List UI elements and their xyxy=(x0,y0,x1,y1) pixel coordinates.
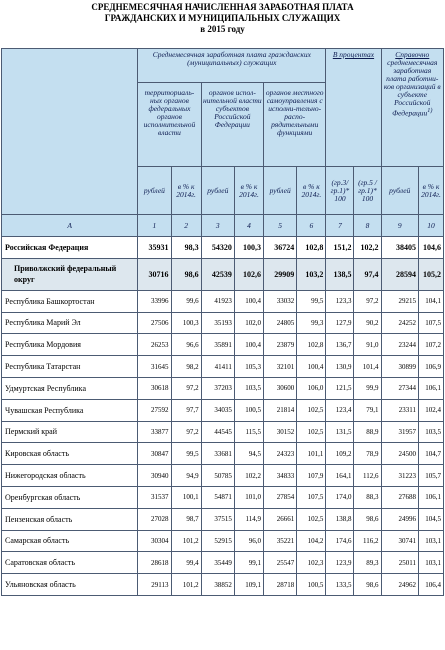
table-cell: 35931 xyxy=(138,237,171,259)
table-cell: 24962 xyxy=(381,574,418,596)
table-cell: 30940 xyxy=(138,465,171,487)
table-cell: 151,2 xyxy=(326,237,354,259)
table-cell: 97,7 xyxy=(171,399,201,421)
table-cell: 35891 xyxy=(201,334,234,356)
table-cell: 121,5 xyxy=(326,377,354,399)
table-cell: 164,1 xyxy=(326,465,354,487)
table-cell: 30152 xyxy=(264,421,297,443)
table-cell: 104,2 xyxy=(297,530,326,552)
header-sub-federal: территориаль-ных органов федеральных органов исполнительной власти xyxy=(138,83,201,167)
table-cell: 97,2 xyxy=(354,290,381,312)
header-reference xyxy=(381,49,443,167)
table-cell: 101,1 xyxy=(297,443,326,465)
table-cell: 103,1 xyxy=(418,530,443,552)
table-cell: 33877 xyxy=(138,421,171,443)
table-cell: 98,6 xyxy=(354,574,381,596)
table-cell: 114,9 xyxy=(234,508,263,530)
table-cell: 138,8 xyxy=(326,508,354,530)
table-cell: 98,7 xyxy=(171,508,201,530)
table-cell: 106,4 xyxy=(418,574,443,596)
table-cell: 33681 xyxy=(201,443,234,465)
region-name: Кировская область xyxy=(2,443,138,465)
region-name: Нижегородская область xyxy=(2,465,138,487)
table-cell: 31645 xyxy=(138,356,171,378)
table-cell: 101,0 xyxy=(234,486,263,508)
header-unit: рублей xyxy=(264,167,297,215)
table-cell: 97,2 xyxy=(171,421,201,443)
table-cell: 24805 xyxy=(264,312,297,334)
table-cell: 102,2 xyxy=(234,465,263,487)
table-row xyxy=(2,356,444,378)
table-cell: 97,2 xyxy=(171,377,201,399)
table-cell: 25547 xyxy=(264,552,297,574)
table-cell: 98,6 xyxy=(171,258,201,290)
column-number: 10 xyxy=(418,215,443,237)
table-cell: 100,5 xyxy=(297,574,326,596)
header-percent xyxy=(326,49,381,167)
table-cell: 107,2 xyxy=(418,334,443,356)
column-number: А xyxy=(2,215,138,237)
region-name: Оренбургская область xyxy=(2,486,138,508)
table-row xyxy=(2,399,444,421)
table-cell: 30847 xyxy=(138,443,171,465)
header-unit: в % к 2014г. xyxy=(418,167,443,215)
table-cell: 36724 xyxy=(264,237,297,259)
table-cell: 33996 xyxy=(138,290,171,312)
table-cell: 96,6 xyxy=(171,334,201,356)
region-name: Пермский край xyxy=(2,421,138,443)
table-cell: 98,2 xyxy=(171,356,201,378)
table-cell: 102,6 xyxy=(234,258,263,290)
table-cell: 42539 xyxy=(201,258,234,290)
table-cell: 78,9 xyxy=(354,443,381,465)
header-sub-municipal: органов местного самоуправления с исполни-тельно-распо-рядительными функциями xyxy=(264,83,326,167)
table-cell: 44545 xyxy=(201,421,234,443)
region-name: Республика Марий Эл xyxy=(2,312,138,334)
table-cell: 102,0 xyxy=(234,312,263,334)
table-cell: 105,3 xyxy=(234,356,263,378)
table-cell: 89,3 xyxy=(354,552,381,574)
table-cell: 29215 xyxy=(381,290,418,312)
table-cell: 30741 xyxy=(381,530,418,552)
table-cell: 107,5 xyxy=(297,486,326,508)
table-cell: 30304 xyxy=(138,530,171,552)
table-cell: 34833 xyxy=(264,465,297,487)
table-cell: 37203 xyxy=(201,377,234,399)
table-cell: 97,4 xyxy=(354,258,381,290)
header-unit: в % к 2014г. xyxy=(297,167,326,215)
table-cell: 27344 xyxy=(381,377,418,399)
table-row xyxy=(2,508,444,530)
table-cell: 91,0 xyxy=(354,334,381,356)
table-cell: 116,2 xyxy=(354,530,381,552)
header-corner xyxy=(2,49,138,215)
table-cell: 102,5 xyxy=(297,399,326,421)
table-cell: 107,5 xyxy=(418,312,443,334)
table-cell: 88,9 xyxy=(354,421,381,443)
table-cell: 88,3 xyxy=(354,486,381,508)
table-cell: 25011 xyxy=(381,552,418,574)
region-name: Чувашская Республика xyxy=(2,399,138,421)
table-cell: 99,5 xyxy=(171,443,201,465)
table-cell: 26661 xyxy=(264,508,297,530)
table-cell: 103,5 xyxy=(234,377,263,399)
table-cell: 54320 xyxy=(201,237,234,259)
table-cell: 102,3 xyxy=(297,552,326,574)
table-cell: 104,7 xyxy=(418,443,443,465)
table-cell: 32101 xyxy=(264,356,297,378)
table-cell: 98,6 xyxy=(354,508,381,530)
title-line-1: СРЕДНЕМЕСЯЧНАЯ НАЧИСЛЕННАЯ ЗАРАБОТНАЯ ПЛАТА xyxy=(91,2,354,12)
table-cell: 105,2 xyxy=(418,258,443,290)
table-cell: 136,7 xyxy=(326,334,354,356)
table-cell: 27592 xyxy=(138,399,171,421)
region-name: Республика Татарстан xyxy=(2,356,138,378)
table-cell: 100,4 xyxy=(297,356,326,378)
column-number: 2 xyxy=(171,215,201,237)
column-number: 3 xyxy=(201,215,234,237)
region-name: Саратовская область xyxy=(2,552,138,574)
salary-table xyxy=(1,48,444,596)
table-cell: 35221 xyxy=(264,530,297,552)
table-cell: 28618 xyxy=(138,552,171,574)
table-cell: 100,4 xyxy=(234,290,263,312)
table-cell: 99,3 xyxy=(297,312,326,334)
table-cell: 41923 xyxy=(201,290,234,312)
table-cell: 30716 xyxy=(138,258,171,290)
table-cell: 35193 xyxy=(201,312,234,334)
table-cell: 130,9 xyxy=(326,356,354,378)
table-cell: 41411 xyxy=(201,356,234,378)
table-cell: 23879 xyxy=(264,334,297,356)
header-reference-footnote: 1) xyxy=(427,107,433,114)
table-row xyxy=(2,465,444,487)
table-cell: 103,5 xyxy=(418,421,443,443)
table-cell: 102,5 xyxy=(297,421,326,443)
table-cell: 50785 xyxy=(201,465,234,487)
table-cell: 23244 xyxy=(381,334,418,356)
table-cell: 103,1 xyxy=(418,552,443,574)
table-cell: 109,1 xyxy=(234,574,263,596)
column-number: 1 xyxy=(138,215,171,237)
table-cell: 38852 xyxy=(201,574,234,596)
region-name: Пензенская область xyxy=(2,508,138,530)
table-cell: 100,1 xyxy=(171,486,201,508)
header-unit: рублей xyxy=(201,167,234,215)
table-row xyxy=(2,334,444,356)
region-name: Удмуртская Республика xyxy=(2,377,138,399)
region-name: Республика Башкортостан xyxy=(2,290,138,312)
header-unit: в % к 2014г. xyxy=(171,167,201,215)
table-cell: 27854 xyxy=(264,486,297,508)
title-line-2: ГРАЖДАНСКИХ И МУНИЦИПАЛЬНЫХ СЛУЖАЩИХ xyxy=(104,13,341,23)
region-name: Приволжский федеральный округ xyxy=(2,258,138,290)
header-reference-title: Справочно xyxy=(395,50,430,59)
table-row xyxy=(2,486,444,508)
region-name: Ульяновская область xyxy=(2,574,138,596)
table-cell: 24996 xyxy=(381,508,418,530)
table-cell: 174,0 xyxy=(326,486,354,508)
table-cell: 123,4 xyxy=(326,399,354,421)
table-cell: 27506 xyxy=(138,312,171,334)
table-cell: 31957 xyxy=(381,421,418,443)
table-cell: 28718 xyxy=(264,574,297,596)
table-cell: 104,5 xyxy=(418,508,443,530)
document-title xyxy=(0,2,445,35)
table-cell: 102,8 xyxy=(297,237,326,259)
table-cell: 102,2 xyxy=(354,237,381,259)
table-cell: 104,1 xyxy=(418,290,443,312)
table-cell: 37515 xyxy=(201,508,234,530)
table-cell: 28594 xyxy=(381,258,418,290)
header-sub-regional: органов испол-нительной власти субъектов Российской Федерации xyxy=(201,83,263,167)
table-cell: 106,1 xyxy=(418,486,443,508)
table-cell: 100,5 xyxy=(234,399,263,421)
table-cell: 99,6 xyxy=(171,290,201,312)
column-number: 8 xyxy=(354,215,381,237)
header-reference-text: среднемесячная заработная плата работни-ков организаций в субъекте Российской Федерации xyxy=(383,58,441,118)
table-cell: 104,6 xyxy=(418,237,443,259)
region-name: Российская Федерация xyxy=(2,237,138,259)
table-cell: 105,7 xyxy=(418,465,443,487)
table-cell: 96,0 xyxy=(234,530,263,552)
table-cell: 106,0 xyxy=(297,377,326,399)
table-cell: 30600 xyxy=(264,377,297,399)
table-cell: 103,2 xyxy=(297,258,326,290)
table-cell: 30899 xyxy=(381,356,418,378)
table-cell: 34035 xyxy=(201,399,234,421)
table-cell: 101,2 xyxy=(171,530,201,552)
table-cell: 30618 xyxy=(138,377,171,399)
table-cell: 107,9 xyxy=(297,465,326,487)
header-unit: рублей xyxy=(381,167,418,215)
table-cell: 31223 xyxy=(381,465,418,487)
title-line-3: в 2015 году xyxy=(200,24,245,34)
header-unit: (гр.3/ гр.1)* 100 xyxy=(326,167,354,215)
table-cell: 174,6 xyxy=(326,530,354,552)
table-row xyxy=(2,312,444,334)
table-cell: 31537 xyxy=(138,486,171,508)
table-cell: 27028 xyxy=(138,508,171,530)
header-unit: в % к 2014г. xyxy=(234,167,263,215)
header-percent-label: В процентах xyxy=(332,50,375,59)
column-number: 5 xyxy=(264,215,297,237)
table-row xyxy=(2,574,444,596)
table-row xyxy=(2,552,444,574)
table-cell: 33032 xyxy=(264,290,297,312)
table-cell: 94,5 xyxy=(234,443,263,465)
table-cell: 112,6 xyxy=(354,465,381,487)
table-cell: 79,1 xyxy=(354,399,381,421)
table-row xyxy=(2,530,444,552)
table-cell: 138,5 xyxy=(326,258,354,290)
table-cell: 29113 xyxy=(138,574,171,596)
table-cell: 100,3 xyxy=(171,312,201,334)
table-cell: 99,1 xyxy=(234,552,263,574)
header-main: Среднемесячная заработная плата гражданских (муниципальных) служащих xyxy=(138,49,326,83)
table-cell: 133,5 xyxy=(326,574,354,596)
table-cell: 106,1 xyxy=(418,377,443,399)
table-cell: 123,9 xyxy=(326,552,354,574)
region-name: Республика Мордовия xyxy=(2,334,138,356)
table-cell: 127,9 xyxy=(326,312,354,334)
table-cell: 54871 xyxy=(201,486,234,508)
table-row xyxy=(2,377,444,399)
table-cell: 102,4 xyxy=(418,399,443,421)
table-cell: 90,2 xyxy=(354,312,381,334)
table-cell: 106,9 xyxy=(418,356,443,378)
table-cell: 100,4 xyxy=(234,334,263,356)
column-number: 7 xyxy=(326,215,354,237)
table-cell: 27688 xyxy=(381,486,418,508)
table-cell: 123,3 xyxy=(326,290,354,312)
table-cell: 21814 xyxy=(264,399,297,421)
table-cell: 102,5 xyxy=(297,508,326,530)
column-number: 4 xyxy=(234,215,263,237)
table-row xyxy=(2,237,444,259)
table-cell: 35449 xyxy=(201,552,234,574)
table-cell: 38405 xyxy=(381,237,418,259)
table-cell: 52915 xyxy=(201,530,234,552)
region-name: Самарская область xyxy=(2,530,138,552)
header-unit: (гр.5 / гр.1)* 100 xyxy=(354,167,381,215)
table-cell: 24500 xyxy=(381,443,418,465)
table-cell: 24323 xyxy=(264,443,297,465)
table-cell: 100,3 xyxy=(234,237,263,259)
table-cell: 94,9 xyxy=(171,465,201,487)
table-cell: 102,8 xyxy=(297,334,326,356)
table-cell: 109,2 xyxy=(326,443,354,465)
table-cell: 101,2 xyxy=(171,574,201,596)
table-cell: 115,5 xyxy=(234,421,263,443)
table-cell: 24252 xyxy=(381,312,418,334)
table-row xyxy=(2,258,444,290)
table-cell: 29909 xyxy=(264,258,297,290)
table-cell: 131,5 xyxy=(326,421,354,443)
column-number: 9 xyxy=(381,215,418,237)
table-cell: 98,3 xyxy=(171,237,201,259)
table-cell: 26253 xyxy=(138,334,171,356)
table-cell: 99,5 xyxy=(297,290,326,312)
table-row xyxy=(2,290,444,312)
column-number: 6 xyxy=(297,215,326,237)
table-row xyxy=(2,443,444,465)
table-row xyxy=(2,421,444,443)
header-unit: рублей xyxy=(138,167,171,215)
table-cell: 23311 xyxy=(381,399,418,421)
table-cell: 99,9 xyxy=(354,377,381,399)
table-cell: 99,4 xyxy=(171,552,201,574)
table-cell: 101,4 xyxy=(354,356,381,378)
